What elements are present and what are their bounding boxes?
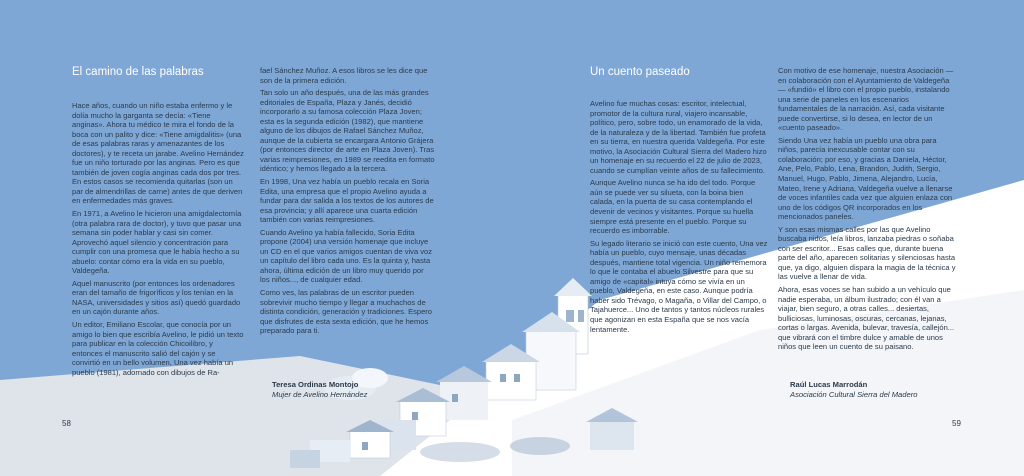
page-number-left: 58 bbox=[62, 419, 71, 428]
paragraph: Su legado literario se inició con este cuento, Una vez había un pueblo, cuyo mensaje, unas décadas después, mantiene total vigencia. Un niño rememora lo que le contaba el abuelo Silvestre para que su amigo de «capital» intuya cómo se vivía en un pueblo, Valdegeña, en este caso. Aunque podría haber sido Trévago, o Magaña, o Villar del Campo, o Tajahuerce... Uno de tantos y tantos núcleos rurales que agonizan en esta España que se nos vacía lentamente. bbox=[590, 238, 768, 334]
left-column-1 bbox=[72, 101, 245, 380]
paragraph: fael Sánchez Muñoz. A esos libros se les dice que son de la primera edición. bbox=[260, 66, 428, 85]
right-signature bbox=[790, 380, 960, 399]
paragraph: Y son esas mismas calles por las que Avelino buscaba nidos, leía libros, lanzaba piedras o soñaba con ser escritor... Esas calles que, durante buena parte del año, aparecen solitarias y silenciosas hasta que, ya digo, alguien dispara la magia de la técnica y las vuelve a llenar de vida. bbox=[778, 224, 956, 282]
paragraph: Ahora, esas voces se han subido a un vehículo que nadie esperaba, un álbum ilustrado; con él van a viajar, bien seguro, a otras calles... desiertas, bulliciosas, luminosas, oscuras, cercanas, lejanas, cortas o largas. Avenida, bulevar, travesía, callejón... que vibrará con el timbre dulce y amable de unos niños que leen un cuento de su paisano. bbox=[778, 285, 955, 352]
signature-role: Mujer de Avelino Hernández bbox=[272, 389, 368, 399]
paragraph: Hace años, cuando un niño estaba enfermo y le dolía mucho la garganta se decía: «Tiene anginas». Ahora tu médico te mira el fondo de la boca con un palito y dice: «Tiene amigdalitis» (una de esas palabras raras y amenazantes de los doctores), y te receta un jarabe. Avelino Hernández fue un niño torturado por las anginas. Pero es que también de joven cogía anginas cada dos por tres. En estos casos se recomienda quitarlas (son un par de almendrillas de carne) antes de que deriven en enfermedades más graves. bbox=[72, 101, 244, 206]
paragraph: Aquel manuscrito (por entonces los ordenadores eran del tamaño de frigoríficos y los tenían en la NASA, universidades y sitios así) quedó guardado en un cajón durante años. bbox=[72, 278, 241, 317]
paragraph: Con motivo de ese homenaje, nuestra Asociación —en colaboración con el Ayuntamiento de Valdegeña— «fundió» el libro con el propio pueblo, instalando una serie de paneles en los escenarios fundamentales de la narración. Así, cada visitante puede convertirse, si lo desea, en lector de un «cuento paseado». bbox=[778, 66, 954, 133]
paragraph: Un editor, Emiliano Escolar, que conocía por un amigo lo bien que escribía Avelino, le pidió un texto para publicar en la colección Chicoilibro, y entonces el manuscrito salió del cajón y se convirtió en un bello volumen, Una vez había un pueblo (1981), adornado con dibujos de Ra- bbox=[72, 320, 244, 377]
paragraph: Tan solo un año después, una de las más grandes editoriales de España, Plaza y Janés, decidió incorporarlo a su famosa colección Plaza Joven; esta es la segunda edición (1982), que mantiene alguno de los dibujos de Rafael Sánchez Muñoz, aunque de la cubierta se encargara Antonio Grájera (por entonces director de arte en Plaza Joven). Tras varias reimpresiones, en 1989 se reedita en formato idéntico; y hemos llegado a la tercera. bbox=[260, 88, 435, 174]
signature-name: Raúl Lucas Marrodán bbox=[790, 380, 868, 389]
paragraph: Siendo Una vez había un pueblo una obra para niños, parecía inexcusable contar con su colaboración; por eso, y gracias a Daniela, Héctor, Ane, Pelo, Pablo, Lena, Brandon, Judith, Sergio, Manuel, Hugo, Pablo, Jimena, Alejandro, Lucía, Mateo, Irene y Adriana, Valdegeña vuelve a llenarse de voces infantiles cada vez que alguien enlaza con uno de los códigos QR incorporados en los mencionados paneles. bbox=[778, 135, 953, 222]
paragraph: Avelino fue muchas cosas: escritor, intelectual, promotor de la cultura rural, viajero incansable, político, pero, sobre todo, un enamorado de la vida, de la naturaleza y de la libertad. También fue profeta en su tierra, en nuestra querida Valdegeña. Por este motivo, la Asociación Cultural Sierra del Madero hizo un homenaje en su recuerdo el 22 de julio de 2023, cuando se cumplían veinte años de su fallecimiento. bbox=[590, 99, 767, 175]
paragraph: Como ves, las palabras de un escritor pueden sobrevivir mucho tiempo y llegar a muchachos de distinta condición, generación y tradiciones. Espero que disfrutes de esta sexta edición, que he hemos preparado para ti. bbox=[260, 288, 433, 336]
paragraph: Aunque Avelino nunca se ha ido del todo. Porque aún se puede ver su silueta, con la boina bien calada, en la puerta de su casa contemplando el devenir de vecinos y visitantes. Porque su huella siempre está presente en el pueblo. Porque su recuerdo es imborrable. bbox=[590, 178, 756, 236]
left-page-title: El camino de las palabras bbox=[72, 66, 204, 78]
signature-name: Teresa Ordinas Montojo bbox=[272, 380, 359, 389]
right-column-1 bbox=[590, 99, 768, 337]
page-number-right: 59 bbox=[952, 419, 961, 428]
right-page-title: Un cuento paseado bbox=[590, 66, 690, 78]
left-column-2 bbox=[260, 66, 435, 339]
paragraph: En 1998, Una vez había un pueblo recala en Soria Edita, una empresa que el propio Avelino ayuda a fundar para dar salida a los textos de los autores de esa provincia; y allí aparece una cuarta edición también con varias reimpresiones. bbox=[260, 177, 434, 225]
paragraph: En 1971, a Avelino le hicieron una amigdalectomía (otra palabra rara de doctor), y tuvo que pasar una semana sin poder hablar y casi sin comer. Aprovechó aquel silencio y concentración para cumplir con una promesa que le había hecho a su abuelo: contar cómo era la vida en su pueblo, Valdegeña. bbox=[72, 209, 242, 276]
left-signature bbox=[272, 380, 442, 399]
right-column-2 bbox=[778, 66, 956, 355]
signature-role: Asociación Cultural Sierra del Madero bbox=[790, 389, 918, 399]
paragraph: Cuando Avelino ya había fallecido, Soria Edita propone (2004) una versión homenaje que incluye un CD en el que varios amigos cuentan de viva voz un capítulo del libro cada uno. Es la quinta y, hasta ahora, última edición de un libro muy querido por los niños..., de cualquier edad. bbox=[260, 227, 432, 285]
